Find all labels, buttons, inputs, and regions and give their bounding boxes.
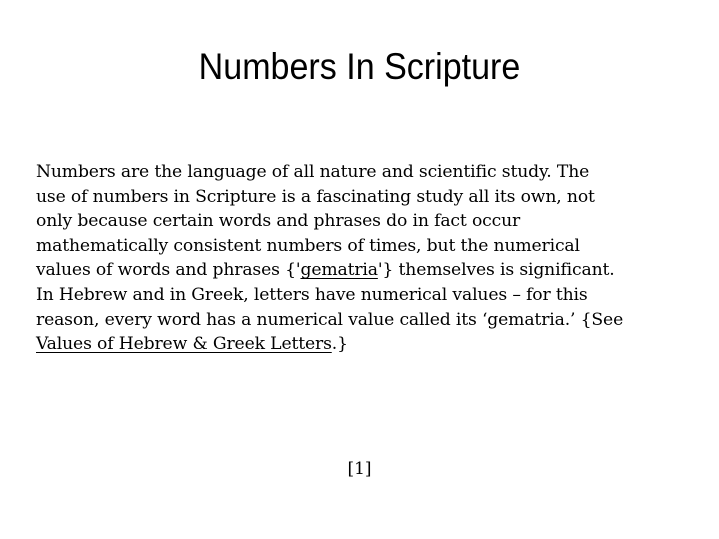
gematria-link[interactable]: gematria xyxy=(300,260,378,281)
body-line xyxy=(36,258,696,283)
body-line: Numbers are the language of all nature and scientific study. The xyxy=(36,162,590,182)
body-line: In Hebrew and in Greek, letters have numerical values – for this xyxy=(36,284,588,305)
body-line: use of numbers in Scripture is a fascinating study all its own, not xyxy=(36,186,595,207)
body-text: .} xyxy=(331,334,348,355)
slide-body-paragraph xyxy=(36,160,696,357)
body-line xyxy=(36,332,696,357)
body-line: reason, every word has a numerical value called its ‘gematria.’ {See xyxy=(36,309,624,330)
body-line: only because certain words and phrases do in fact occur xyxy=(36,211,521,232)
body-text: '} themselves is significant. xyxy=(377,260,615,281)
footnote-reference: [1] xyxy=(347,459,372,479)
values-of-hebrew-greek-letters-link[interactable]: Values of Hebrew & Greek Letters xyxy=(36,334,332,355)
body-line: mathematically consistent numbers of times, but the numerical xyxy=(36,235,580,256)
slide-title: Numbers In Scripture xyxy=(198,46,521,87)
body-text: values of words and phrases {' xyxy=(36,260,301,281)
